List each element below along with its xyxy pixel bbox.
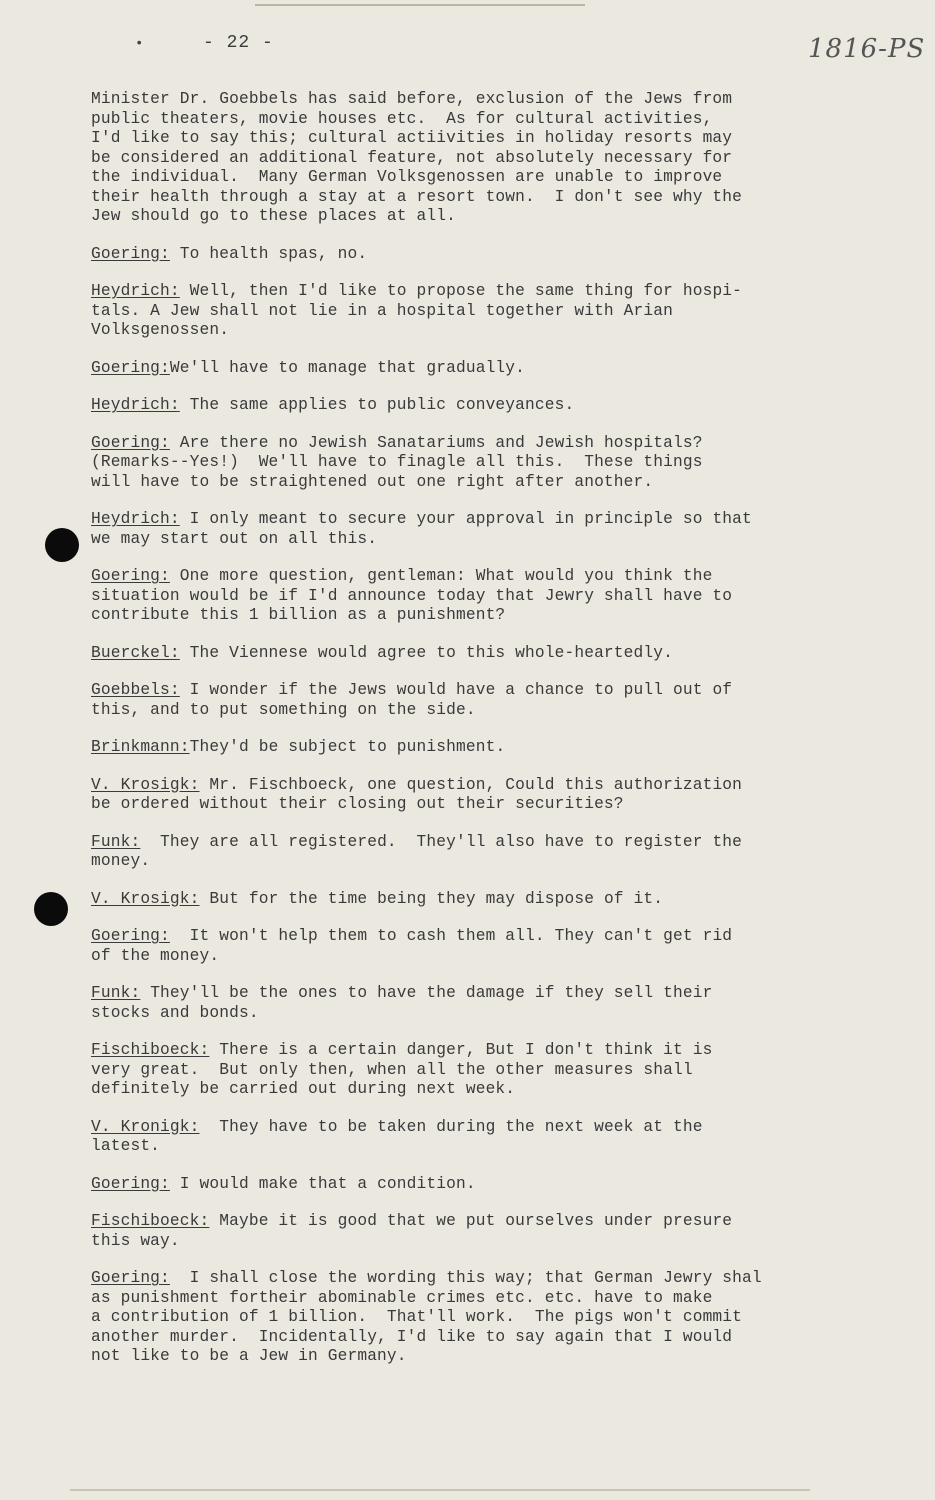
transcript-paragraph: [91, 567, 891, 626]
transcript-paragraph: [91, 245, 891, 265]
transcript-line: I only meant to secure your approval in principle so that: [179, 510, 752, 528]
transcript-line: To health spas, no.: [169, 244, 368, 263]
page-number: - 22 -: [203, 33, 274, 53]
transcript-line: Volksgenossen.: [91, 321, 230, 339]
transcript-paragraph: [91, 1269, 891, 1367]
speaker-name: Heydrich:: [91, 282, 180, 300]
transcript-line: I shall close the wording this way; that German Jewry shal: [169, 1269, 762, 1287]
transcript-paragraph: [91, 282, 891, 341]
transcript-body: [91, 90, 891, 1367]
speaker-name: Goering:: [91, 244, 170, 263]
transcript-line: a contribution of 1 billion. That'll work. The pigs won't commit: [91, 1308, 743, 1326]
speaker-name: V. Krosigk:: [91, 775, 200, 794]
speaker-name: Brinkmann:: [91, 738, 190, 756]
transcript-line: (Remarks--Yes!) We'll have to finagle all this. These things: [91, 453, 703, 471]
transcript-line: be considered an additional feature, not absolutely necessary for: [91, 148, 733, 167]
speaker-name: Goebbels:: [91, 681, 180, 699]
transcript-paragraph: [91, 681, 891, 720]
transcript-line: as punishment fortheir abominable crimes etc. etc. have to make: [91, 1288, 713, 1307]
transcript-line: definitely be carried out during next week.: [91, 1080, 516, 1098]
transcript-line: I wonder if the Jews would have a chance to pull out of: [179, 681, 733, 699]
transcript-line: very great. But only then, when all the other measures shall: [91, 1060, 693, 1079]
transcript-line: They'll be the ones to have the damage if they sell their: [140, 984, 713, 1002]
transcript-line: The same applies to public conveyances.: [179, 396, 575, 414]
speaker-name: Goering:: [91, 1269, 170, 1287]
punch-hole: [34, 892, 68, 926]
transcript-line: Jew should go to these places at all.: [91, 207, 456, 225]
speaker-name: Funk:: [91, 832, 141, 851]
transcript-line: will have to be straightened out one right after another.: [91, 472, 654, 491]
transcript-line: I'd like to say this; cultural actiivities in holiday resorts may: [91, 129, 733, 147]
transcript-line: Mr. Fischboeck, one question, Could this authorization: [199, 775, 743, 794]
speaker-name: V. Kronigk:: [91, 1117, 200, 1136]
speaker-name: Goering:: [91, 1174, 170, 1193]
transcript-line: Maybe it is good that we put ourselves under presure: [209, 1212, 733, 1230]
transcript-line: this, and to put something on the side.: [91, 700, 476, 719]
handwritten-document-id: 1816-PS: [808, 34, 926, 64]
transcript-line: tals. A Jew shall not lie in a hospital together with Arian: [91, 301, 673, 320]
transcript-line: the individual. Many German Volksgenossen are unable to improve: [91, 168, 723, 186]
speaker-name: Buerckel:: [91, 643, 180, 662]
speaker-name: Heydrich:: [91, 396, 180, 414]
speaker-name: V. Krosigk:: [91, 889, 200, 908]
transcript-paragraph: [91, 738, 891, 758]
transcript-paragraph: [91, 1212, 891, 1251]
transcript-line: not like to be a Jew in Germany.: [91, 1347, 407, 1365]
transcript-paragraph: [91, 90, 891, 227]
transcript-line: Minister Dr. Goebbels has said before, exclusion of the Jews from: [91, 90, 733, 108]
transcript-line: They are all registered. They'll also have to register the: [140, 832, 743, 851]
transcript-line: The Viennese would agree to this whole-heartedly.: [179, 643, 673, 662]
top-edge-line: [255, 4, 585, 6]
speaker-name: Goering:: [91, 927, 170, 945]
transcript-line: this way.: [91, 1231, 180, 1250]
transcript-line: Well, then I'd like to propose the same thing for hospi-: [179, 282, 743, 300]
margin-dot: •: [135, 36, 144, 52]
transcript-line: They'd be subject to punishment.: [189, 738, 506, 756]
transcript-line: stocks and bonds.: [91, 1003, 259, 1022]
transcript-line: Are there no Jewish Sanatariums and Jewish hospitals?: [169, 433, 703, 452]
speaker-name: Goering:: [91, 567, 170, 585]
transcript-line: I would make that a condition.: [169, 1174, 476, 1193]
speaker-name: Fischiboeck:: [91, 1212, 210, 1230]
speaker-name: Funk:: [91, 984, 141, 1002]
transcript-line: situation would be if I'd announce today that Jewry shall have to: [91, 586, 733, 605]
transcript-paragraph: [91, 833, 891, 872]
transcript-paragraph: [91, 1041, 891, 1100]
transcript-line: of the money.: [91, 946, 220, 965]
transcript-line: They have to be taken during the next week at the: [199, 1117, 703, 1136]
bottom-edge-line: [70, 1489, 810, 1491]
speaker-name: Goering:: [91, 358, 170, 377]
transcript-line: There is a certain danger, But I don't think it is: [209, 1041, 713, 1059]
transcript-line: contribute this 1 billion as a punishment?: [91, 606, 506, 624]
transcript-paragraph: [91, 984, 891, 1023]
speaker-name: Goering:: [91, 433, 170, 452]
transcript-paragraph: [91, 1175, 891, 1195]
transcript-line: We'll have to manage that gradually.: [169, 358, 526, 377]
transcript-line: But for the time being they may dispose of it.: [199, 889, 664, 908]
transcript-paragraph: [91, 776, 891, 815]
transcript-paragraph: [91, 890, 891, 910]
transcript-line: latest.: [91, 1137, 161, 1155]
transcript-line: their health through a stay at a resort town. I don't see why the: [91, 187, 743, 206]
transcript-paragraph: [91, 644, 891, 664]
punch-hole: [45, 528, 79, 562]
transcript-line: One more question, gentleman: What would you think the: [169, 567, 713, 585]
speaker-name: Fischiboeck:: [91, 1041, 210, 1059]
transcript-line: be ordered without their closing out their securities?: [91, 795, 624, 813]
transcript-paragraph: [91, 927, 891, 966]
transcript-line: It won't help them to cash them all. They can't get rid: [169, 927, 733, 945]
transcript-paragraph: [91, 396, 891, 416]
transcript-line: we may start out on all this.: [91, 529, 378, 548]
transcript-line: money.: [91, 852, 151, 870]
transcript-paragraph: [91, 434, 891, 493]
transcript-line: public theaters, movie houses etc. As for cultural activities,: [91, 109, 713, 128]
transcript-paragraph: [91, 510, 891, 549]
transcript-paragraph: [91, 359, 891, 379]
speaker-name: Heydrich:: [91, 510, 180, 528]
transcript-line: another murder. Incidentally, I'd like to say again that I would: [91, 1327, 733, 1346]
transcript-paragraph: [91, 1118, 891, 1157]
